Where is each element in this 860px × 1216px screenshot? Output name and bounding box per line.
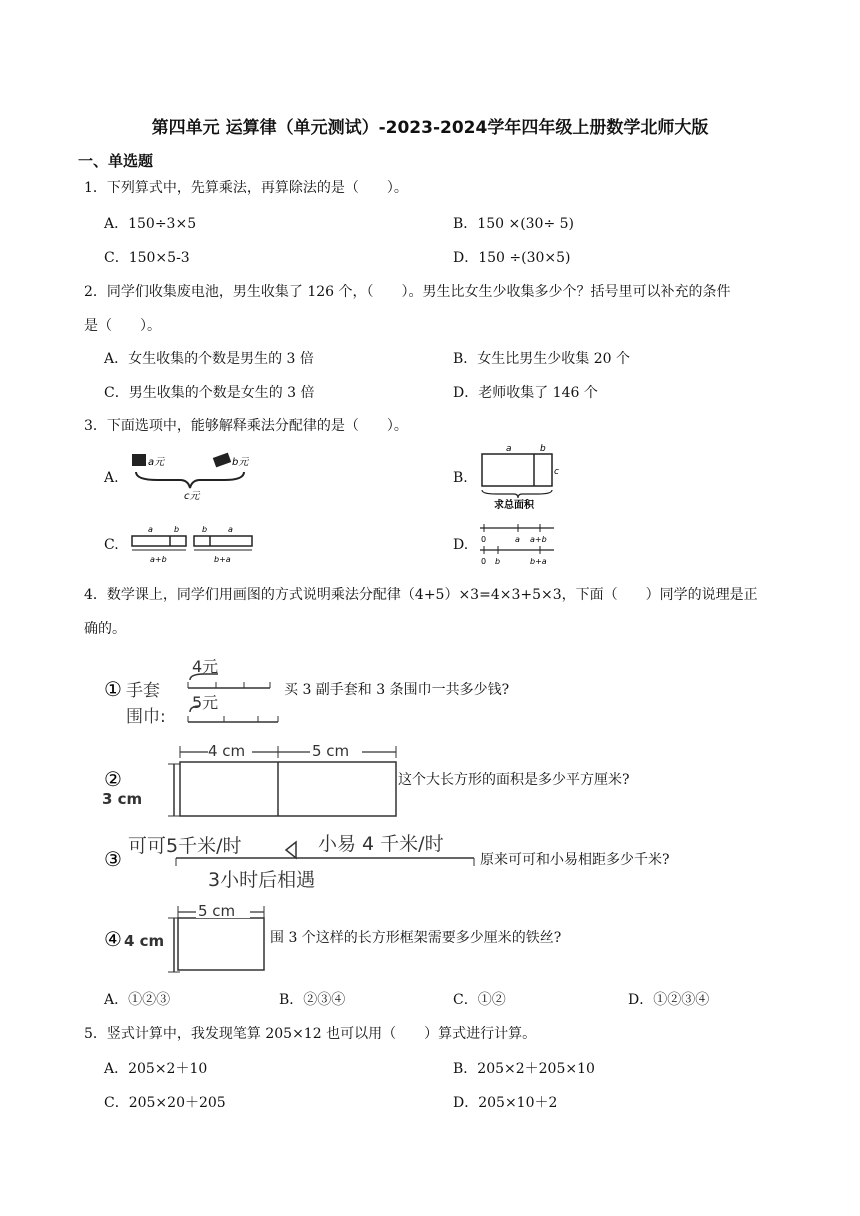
question-4-option-c[interactable]: C．①② (453, 992, 506, 1008)
item-1-text: 买 3 副手套和 3 条围巾一共多少钱? (284, 682, 510, 698)
figure-d-line1-ab: a+b (530, 535, 547, 544)
question-4-stem-line2: 确的。 (84, 621, 126, 637)
question-2-option-b[interactable]: B．女生比男生少收集 20 个 (453, 351, 631, 367)
item-1-price-scarf: 5元 (192, 693, 219, 712)
item-3-number: ③ (104, 847, 122, 871)
figure-a-total: c元 (184, 491, 200, 500)
figure-c-seg1-a: a (148, 525, 153, 534)
question-1-option-c[interactable]: C．150×5-3 (104, 250, 190, 266)
question-2-option-c[interactable]: C．男生收集的个数是女生的 3 倍 (104, 385, 315, 401)
question-4-option-a[interactable]: A．①②③ (104, 992, 171, 1008)
item-1-number: ① (104, 677, 122, 701)
question-3-option-d-label[interactable]: D. (453, 537, 469, 553)
question-3-option-a-label[interactable]: A. (104, 470, 119, 486)
item-2-height: 3 cm (102, 790, 143, 808)
question-4-figure-1 (100, 650, 290, 730)
brace-icon (136, 472, 244, 488)
item-2-number: ② (104, 767, 122, 791)
item-1-label-scarf: 围巾: (126, 707, 166, 727)
pencil-sharpener-icon (213, 453, 231, 468)
figure-d-line2-b: b (495, 557, 501, 566)
question-3-option-b-label[interactable]: B. (453, 470, 468, 486)
item-4-text: 围 3 个这样的长方形框架需要多少厘米的铁丝? (270, 930, 562, 946)
figure-b-caption: 求总面积 (494, 500, 534, 510)
figure-d-line2-ba: b+a (530, 557, 547, 566)
question-4-option-b[interactable]: B．②③④ (279, 992, 346, 1008)
item-1-label-gloves: 手套 (126, 681, 160, 701)
question-1-option-d[interactable]: D．150 ÷(30×5) (453, 250, 571, 266)
item-1-price-gloves: 4元 (192, 657, 219, 676)
item-4-height: 4 cm (124, 932, 165, 950)
figure-a-left-price: a元 (148, 457, 165, 468)
item-3-left-label: 可可5千米/时 (128, 835, 242, 857)
question-4-figure-3 (100, 826, 480, 892)
question-4-figure-2 (100, 740, 400, 820)
figure-c-seg1-sum: a+b (150, 555, 167, 564)
question-1-option-b[interactable]: B．150 ×(30÷ 5) (453, 216, 575, 232)
question-4-option-d[interactable]: D．①②③④ (628, 992, 710, 1008)
question-3-figure-a (128, 446, 258, 500)
question-4-figure-4 (100, 902, 270, 978)
item-3-bottom-label: 3小时后相遇 (208, 869, 316, 891)
item-3-text: 原来可可和小易相距多少千米? (480, 852, 670, 868)
figure-d-line1-a: a (515, 535, 520, 544)
question-5-option-a[interactable]: A．205×2＋10 (104, 1061, 208, 1077)
item-2-width-2: 5 cm (312, 742, 350, 760)
question-5-stem: 5．竖式计算中，我发现笔算 205×12 也可以用（ ）算式进行计算。 (84, 1026, 537, 1042)
question-3-figure-b (476, 440, 566, 510)
question-3-figure-d (478, 522, 558, 568)
question-2-stem-line1: 2．同学们收集废电池，男生收集了 126 个，（ ）。男生比女生少收集多少个？括号里可以补充的条件 (84, 284, 731, 300)
item-4-width: 5 cm (198, 902, 236, 920)
item-2-text: 这个大长方形的面积是多少平方厘米? (398, 772, 630, 788)
question-3-figure-c (128, 522, 258, 566)
question-3-stem: 3．下面选项中，能够解释乘法分配律的是（ ）。 (84, 418, 408, 434)
figure-b-label-c: c (554, 467, 559, 477)
figure-d-line2-zero: 0 (481, 557, 487, 566)
question-5-option-d[interactable]: D．205×10＋2 (453, 1095, 558, 1111)
figure-c-seg2-a: a (228, 525, 233, 534)
section-heading: 一、单选题 (78, 152, 154, 170)
figure-a-right-price: b元 (232, 457, 249, 468)
item-3-right-label: 小易 4 千米/时 (318, 833, 444, 855)
question-3-option-c-label[interactable]: C. (104, 537, 119, 553)
question-1-stem: 1．下列算式中，先算乘法，再算除法的是（ ）。 (84, 180, 408, 196)
figure-b-label-a: a (506, 444, 512, 454)
question-4-stem-line1: 4．数学课上，同学们用画图的方式说明乘法分配律（4+5）×3=4×3+5×3，下面（ ）同学的说理是正 (84, 587, 758, 603)
question-5-option-c[interactable]: C．205×20＋205 (104, 1095, 226, 1111)
question-2-option-a[interactable]: A．女生收集的个数是男生的 3 倍 (104, 351, 314, 367)
figure-d-line1-zero: 0 (481, 535, 487, 544)
item-4-number: ④ (104, 927, 122, 951)
item-2-width-1: 4 cm (208, 742, 246, 760)
question-1-option-a[interactable]: A．150÷3×5 (104, 216, 197, 232)
question-2-stem-line2: 是（ ）。 (84, 318, 161, 334)
eraser-icon (132, 454, 146, 466)
question-5-option-b[interactable]: B．205×2＋205×10 (453, 1061, 595, 1077)
figure-b-label-b: b (540, 444, 546, 454)
figure-c-seg2-b: b (202, 525, 208, 534)
question-2-option-d[interactable]: D．老师收集了 146 个 (453, 385, 598, 401)
figure-c-seg2-sum: b+a (214, 555, 231, 564)
figure-c-seg1-b: b (174, 525, 180, 534)
document-title: 第四单元 运算律（单元测试）-2023-2024学年四年级上册数学北师大版 (151, 118, 709, 138)
